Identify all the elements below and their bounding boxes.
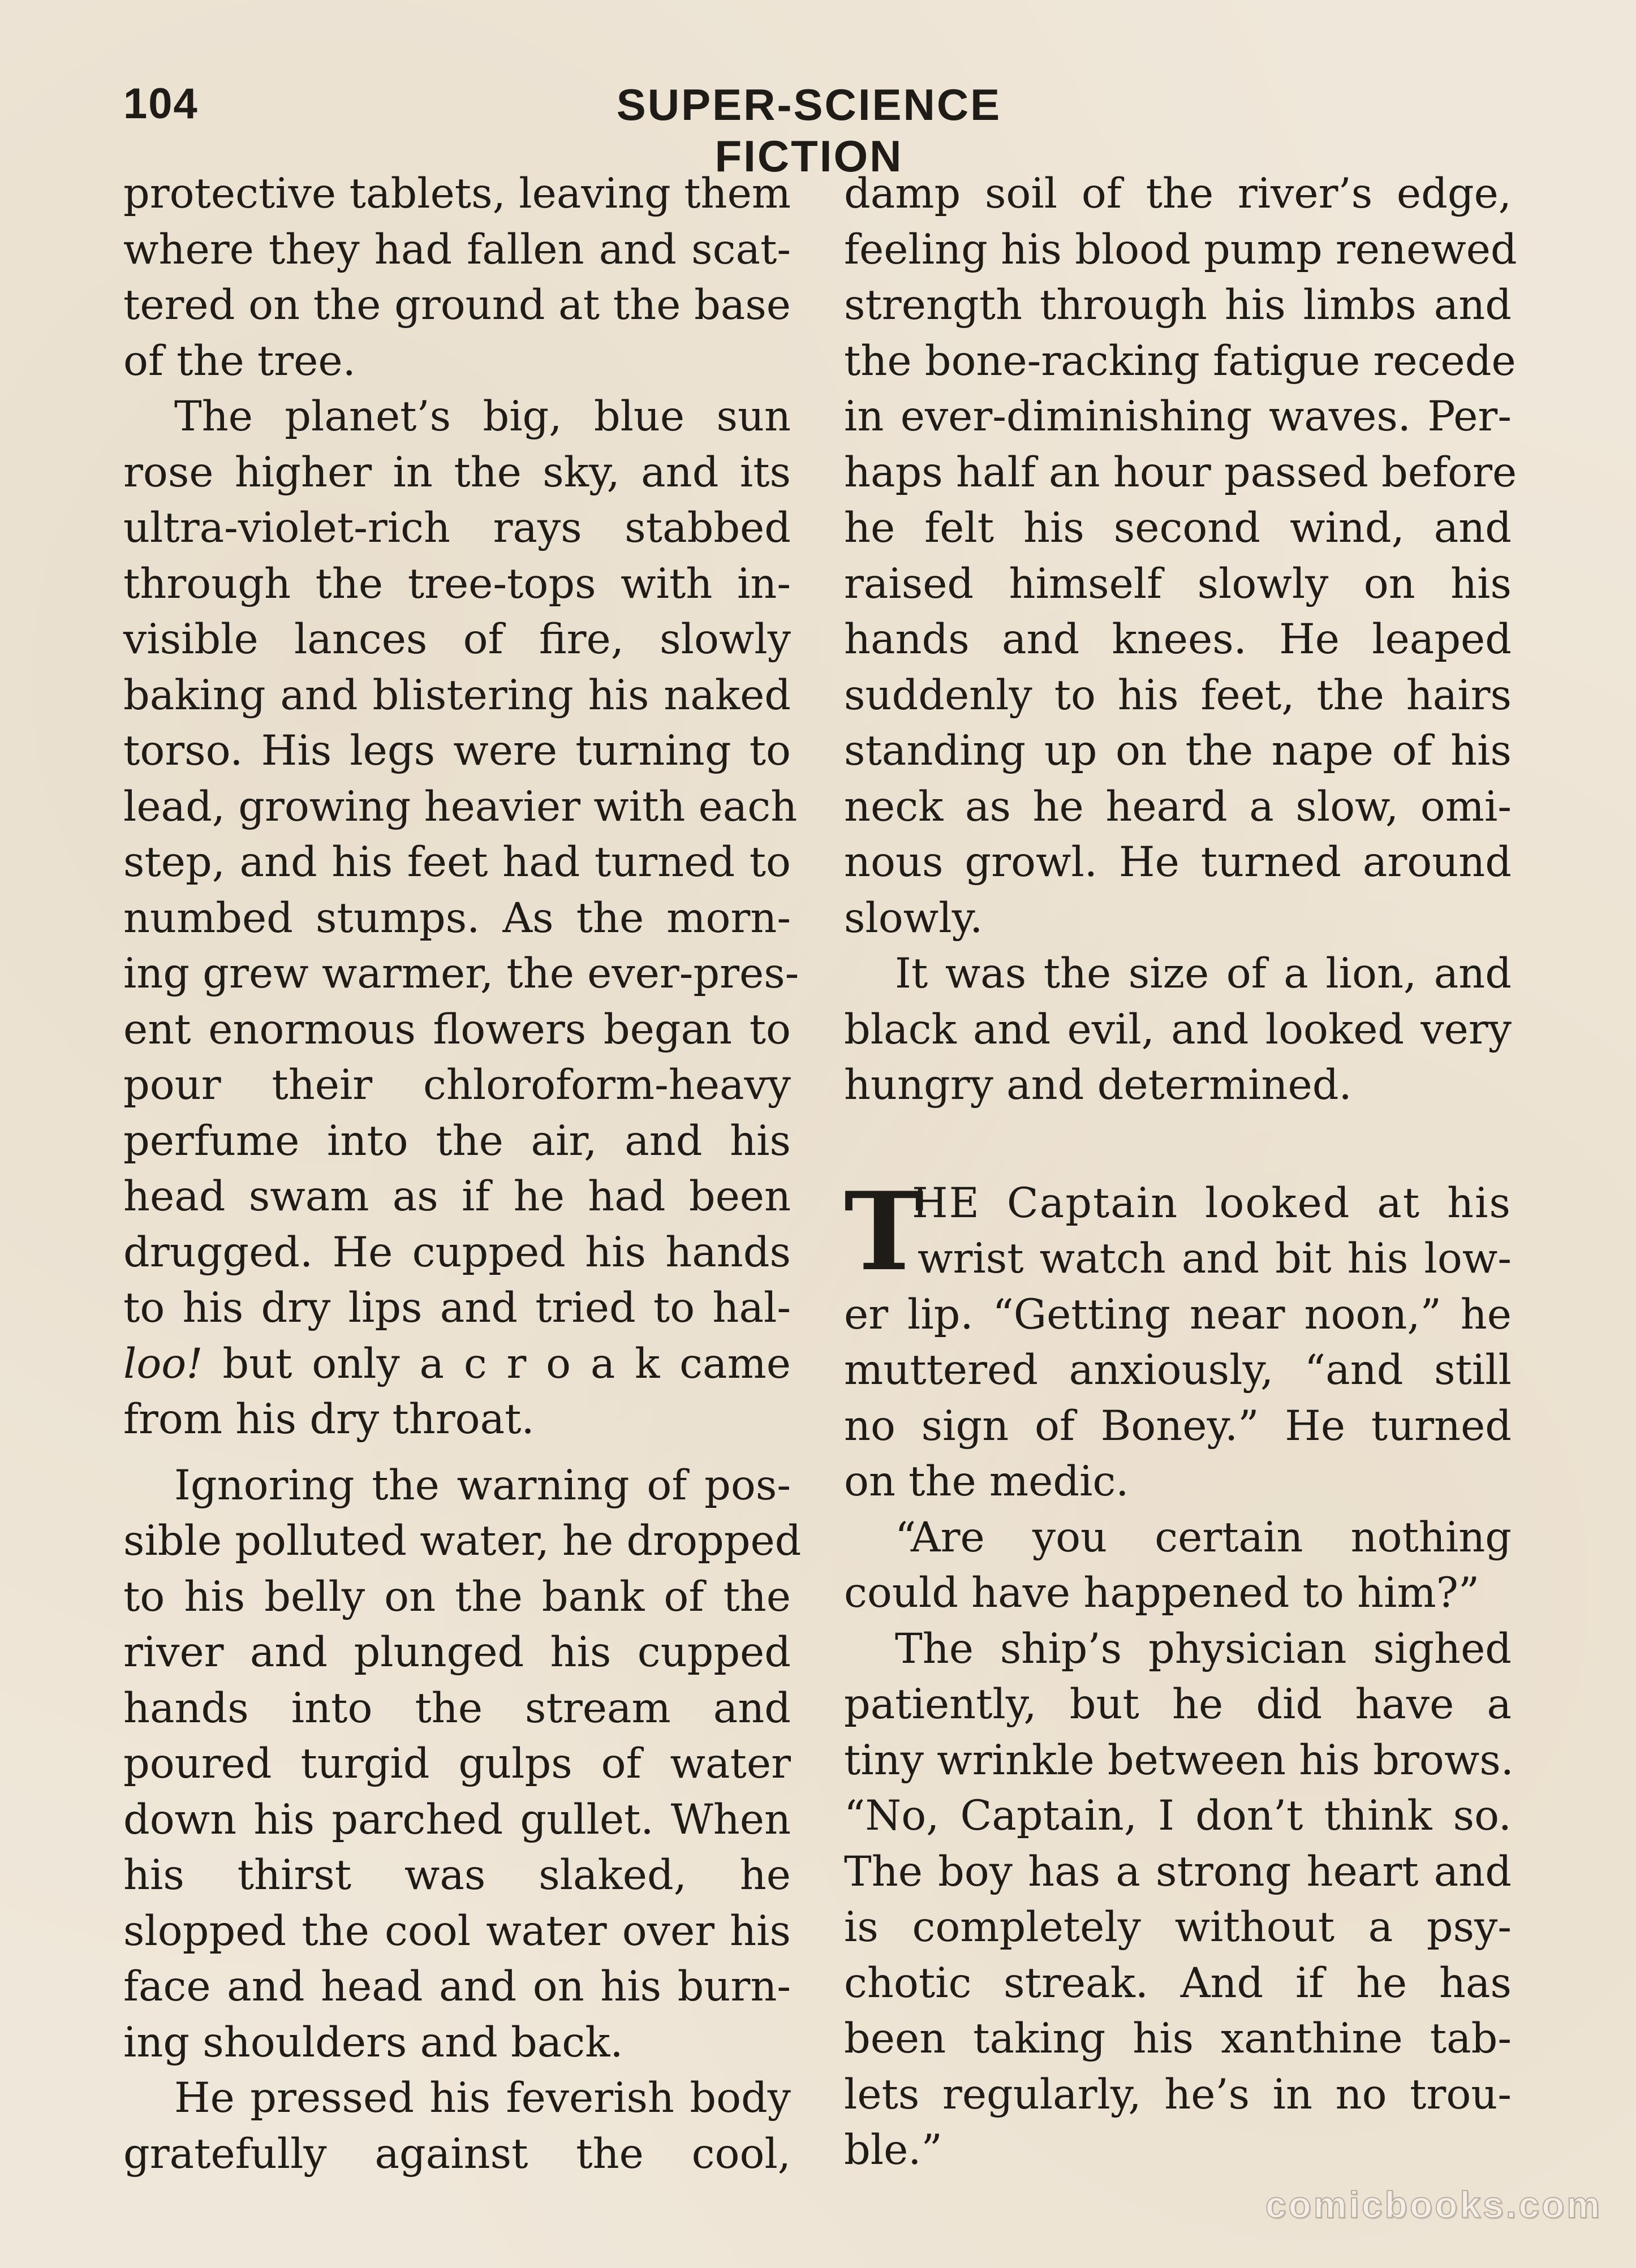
text-line: HE Captain looked at his: [912, 1179, 1512, 1227]
text-line: numbed stumps. As the morn-: [123, 894, 791, 942]
paragraph: [844, 1622, 1512, 2179]
text-line: baking and blistering his naked: [123, 671, 791, 719]
text-line: It was the size of a lion, and: [895, 950, 1512, 998]
text-fragment: but only a c r o a k came: [203, 1339, 791, 1388]
spacer: [123, 1448, 791, 1458]
text-line: hands into the stream and: [123, 1684, 791, 1732]
text-line: standing up on the nape of his: [844, 727, 1512, 775]
text-line: He pressed his feverish body: [174, 2074, 791, 2122]
text-line: ultra-violet-rich rays stabbed: [123, 504, 791, 552]
text-line: slopped the cool water over his: [123, 1907, 791, 1955]
text-line: he felt his second wind, and: [844, 504, 1512, 552]
text-line: hands and knees. He leaped: [844, 615, 1512, 663]
text-line: down his parched gullet. When: [123, 1795, 791, 1844]
right-column: [844, 166, 1517, 2179]
text-line: on the medic.: [844, 1458, 1129, 1506]
text-line: drugged. He cupped his hands: [123, 1228, 791, 1277]
paragraph: [123, 1458, 802, 2071]
text-line: in ever-diminishing waves. Per-: [844, 393, 1512, 441]
text-line: where they had fallen and scat-: [123, 225, 791, 274]
text-line: patiently, but he did have a: [844, 1680, 1512, 1728]
text-line: lead, growing heavier with each: [123, 782, 798, 831]
text-line: raised himself slowly on his: [844, 559, 1512, 608]
text-line: damp soil of the river’s edge,: [844, 170, 1512, 218]
text-line: ble.”: [844, 2126, 942, 2174]
text-line: through the tree-tops with in-: [123, 559, 791, 608]
paragraph: [123, 389, 799, 1448]
text-line: “No, Captain, I don’t think so.: [844, 1792, 1512, 1840]
text-line: pour their chloroform-heavy: [123, 1061, 791, 1109]
text-line: ing grew warmer, the ever-pres-: [123, 950, 799, 998]
text-line: black and evil, and looked very: [844, 1005, 1512, 1054]
text-line: The boy has a strong heart and: [844, 1847, 1512, 1896]
text-line: river and plunged his cupped: [123, 1628, 791, 1676]
text-line: hungry and determined.: [844, 1061, 1352, 1109]
text-line: The planet’s big, blue sun: [174, 393, 791, 441]
text-line: haps half an hour passed before: [844, 448, 1517, 497]
text-line: er lip. “Getting near noon,” he: [844, 1290, 1512, 1339]
text-line: wrist watch and bit his low-: [918, 1235, 1512, 1283]
text-line: muttered anxiously, “and still: [844, 1346, 1512, 1394]
text-line: tered on the ground at the base: [123, 281, 791, 329]
text-line: lets regularly, he’s in no trou-: [844, 2070, 1512, 2119]
text-line: chotic streak. And if he has: [844, 1959, 1512, 2007]
text-line: neck as he heard a slow, omi-: [844, 782, 1512, 831]
text-line: “Are you certain nothing: [895, 1513, 1512, 1562]
text-line: poured turgid gulps of water: [123, 1740, 791, 1788]
watermark: comicbooks.com: [1265, 2184, 1602, 2226]
text-line: of the tree.: [123, 337, 356, 385]
text-line: ent enormous flowers began to: [123, 1005, 791, 1054]
text-line: tiny wrinkle between his brows.: [844, 1736, 1514, 1784]
text-line: rose higher in the sky, and its: [123, 448, 791, 497]
text-line: to his dry lips and tried to hal-: [123, 1284, 791, 1332]
text-line: the bone-racking fatigue recede: [844, 337, 1516, 385]
text-line: his thirst was slaked, he: [123, 1851, 791, 1899]
text-line: head swam as if he had been: [123, 1172, 791, 1221]
text-line: could have happened to him?”: [844, 1569, 1480, 1617]
text-line: ing shoulders and back.: [123, 2018, 623, 2067]
text-line: feeling his blood pump renewed: [844, 225, 1517, 274]
drop-cap: T: [844, 1168, 924, 1295]
text-line: torso. His legs were turning to: [123, 727, 791, 775]
left-column: [123, 166, 802, 2182]
text-line: visible lances of fire, slowly: [123, 615, 791, 663]
page-header: [0, 79, 1636, 181]
running-head: SUPER-SCIENCE FICTION: [616, 80, 1002, 181]
text-line: perfume into the air, and his: [123, 1116, 791, 1165]
page-number: 104: [123, 80, 199, 128]
text-line: from his dry throat.: [123, 1395, 535, 1443]
paragraph: [844, 946, 1512, 1114]
text-line: The ship’s physician sighed: [895, 1624, 1512, 1673]
text-line: protective tablets, leaving them: [123, 170, 791, 218]
section-break: [844, 1114, 1512, 1176]
text-line: been taking his xanthine tab-: [844, 2015, 1512, 2063]
text-line: to his belly on the bank of the: [123, 1572, 791, 1621]
text-line: nous growl. He turned around: [844, 838, 1512, 886]
text-line: Ignoring the warning of pos-: [174, 1461, 791, 1510]
text-line: sible polluted water, he dropped: [123, 1517, 802, 1565]
text-line: step, and his feet had turned to: [123, 838, 791, 886]
text-line: face and head and on his burn-: [123, 1963, 791, 2011]
text-line: [123, 1336, 791, 1392]
text-line: no sign of Boney.” He turned: [844, 1402, 1512, 1450]
paragraph: [123, 2071, 791, 2182]
paragraph: [844, 166, 1517, 946]
text-line: slowly.: [844, 894, 983, 942]
italic-word: loo!: [123, 1339, 203, 1388]
paragraph: [844, 1510, 1512, 1622]
paragraph: [123, 166, 791, 389]
paragraph-with-dropcap: [844, 1168, 1512, 1510]
text-line: is completely without a psy-: [844, 1903, 1512, 1951]
text-line: strength through his limbs and: [844, 281, 1512, 329]
text-line: gratefully against the cool,: [123, 2129, 791, 2178]
text-line: suddenly to his feet, the hairs: [844, 671, 1512, 719]
